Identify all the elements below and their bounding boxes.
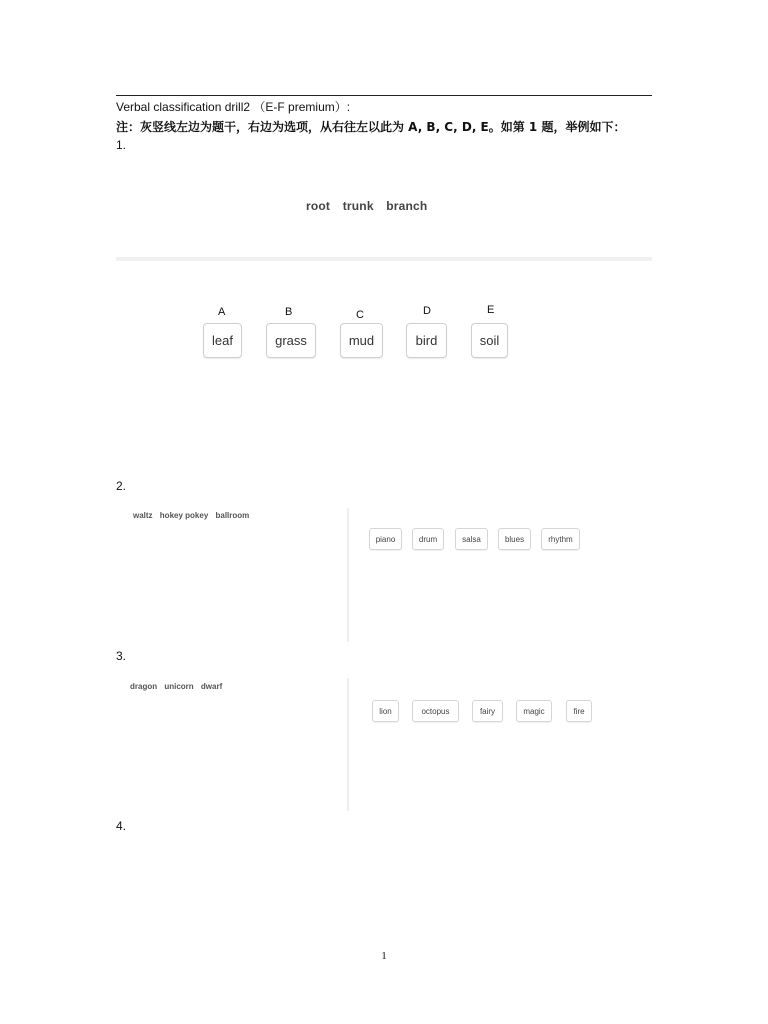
header-rule — [116, 95, 652, 96]
option-letter-d: D — [423, 305, 431, 317]
stem-word: root — [306, 199, 331, 213]
stem-word: hokey pokey — [159, 511, 209, 520]
option-magic[interactable]: magic — [516, 700, 552, 722]
question-2-separator — [347, 508, 349, 642]
option-octopus[interactable]: octopus — [412, 700, 459, 722]
option-fire[interactable]: fire — [566, 700, 592, 722]
stem-word: dwarf — [200, 682, 223, 691]
option-leaf[interactable]: leaf — [203, 323, 242, 358]
option-letter-e: E — [487, 304, 495, 316]
option-grass[interactable]: grass — [266, 323, 316, 358]
stem-word: branch — [386, 199, 428, 213]
question-1-stem — [306, 199, 436, 213]
stem-word: dragon — [130, 682, 158, 691]
question-2-stem — [133, 511, 254, 520]
question-4-number: 4. — [116, 819, 127, 833]
stem-word: ballroom — [215, 511, 250, 520]
option-letter-b: B — [285, 306, 293, 318]
instruction-note: 注：灰竖线左边为题干，右边为选项，从右往左以此为 A, B, C, D, E。如第 1 题，举例如下： — [116, 120, 626, 134]
option-blues[interactable]: blues — [498, 528, 531, 550]
stem-word: trunk — [342, 199, 374, 213]
option-mud[interactable]: mud — [340, 323, 383, 358]
option-lion[interactable]: lion — [372, 700, 399, 722]
stem-word: waltz — [133, 511, 153, 520]
option-soil[interactable]: soil — [471, 323, 508, 358]
option-fairy[interactable]: fairy — [472, 700, 503, 722]
option-bird[interactable]: bird — [406, 323, 447, 358]
page-title: Verbal classification drill2 （E-F premium）: — [116, 100, 351, 114]
question-3-stem — [130, 682, 227, 691]
option-drum[interactable]: drum — [412, 528, 444, 550]
option-salsa[interactable]: salsa — [455, 528, 488, 550]
page-number: 1 — [381, 950, 387, 962]
stem-word: unicorn — [164, 682, 194, 691]
question-3-number: 3. — [116, 649, 127, 663]
question-2-number: 2. — [116, 479, 127, 493]
option-letter-c: C — [356, 309, 364, 321]
option-rhythm[interactable]: rhythm — [541, 528, 580, 550]
option-letter-a: A — [218, 306, 226, 318]
question-3-separator — [347, 678, 349, 811]
question-1-divider — [116, 257, 652, 261]
question-1-number: 1. — [116, 138, 127, 152]
option-piano[interactable]: piano — [369, 528, 402, 550]
